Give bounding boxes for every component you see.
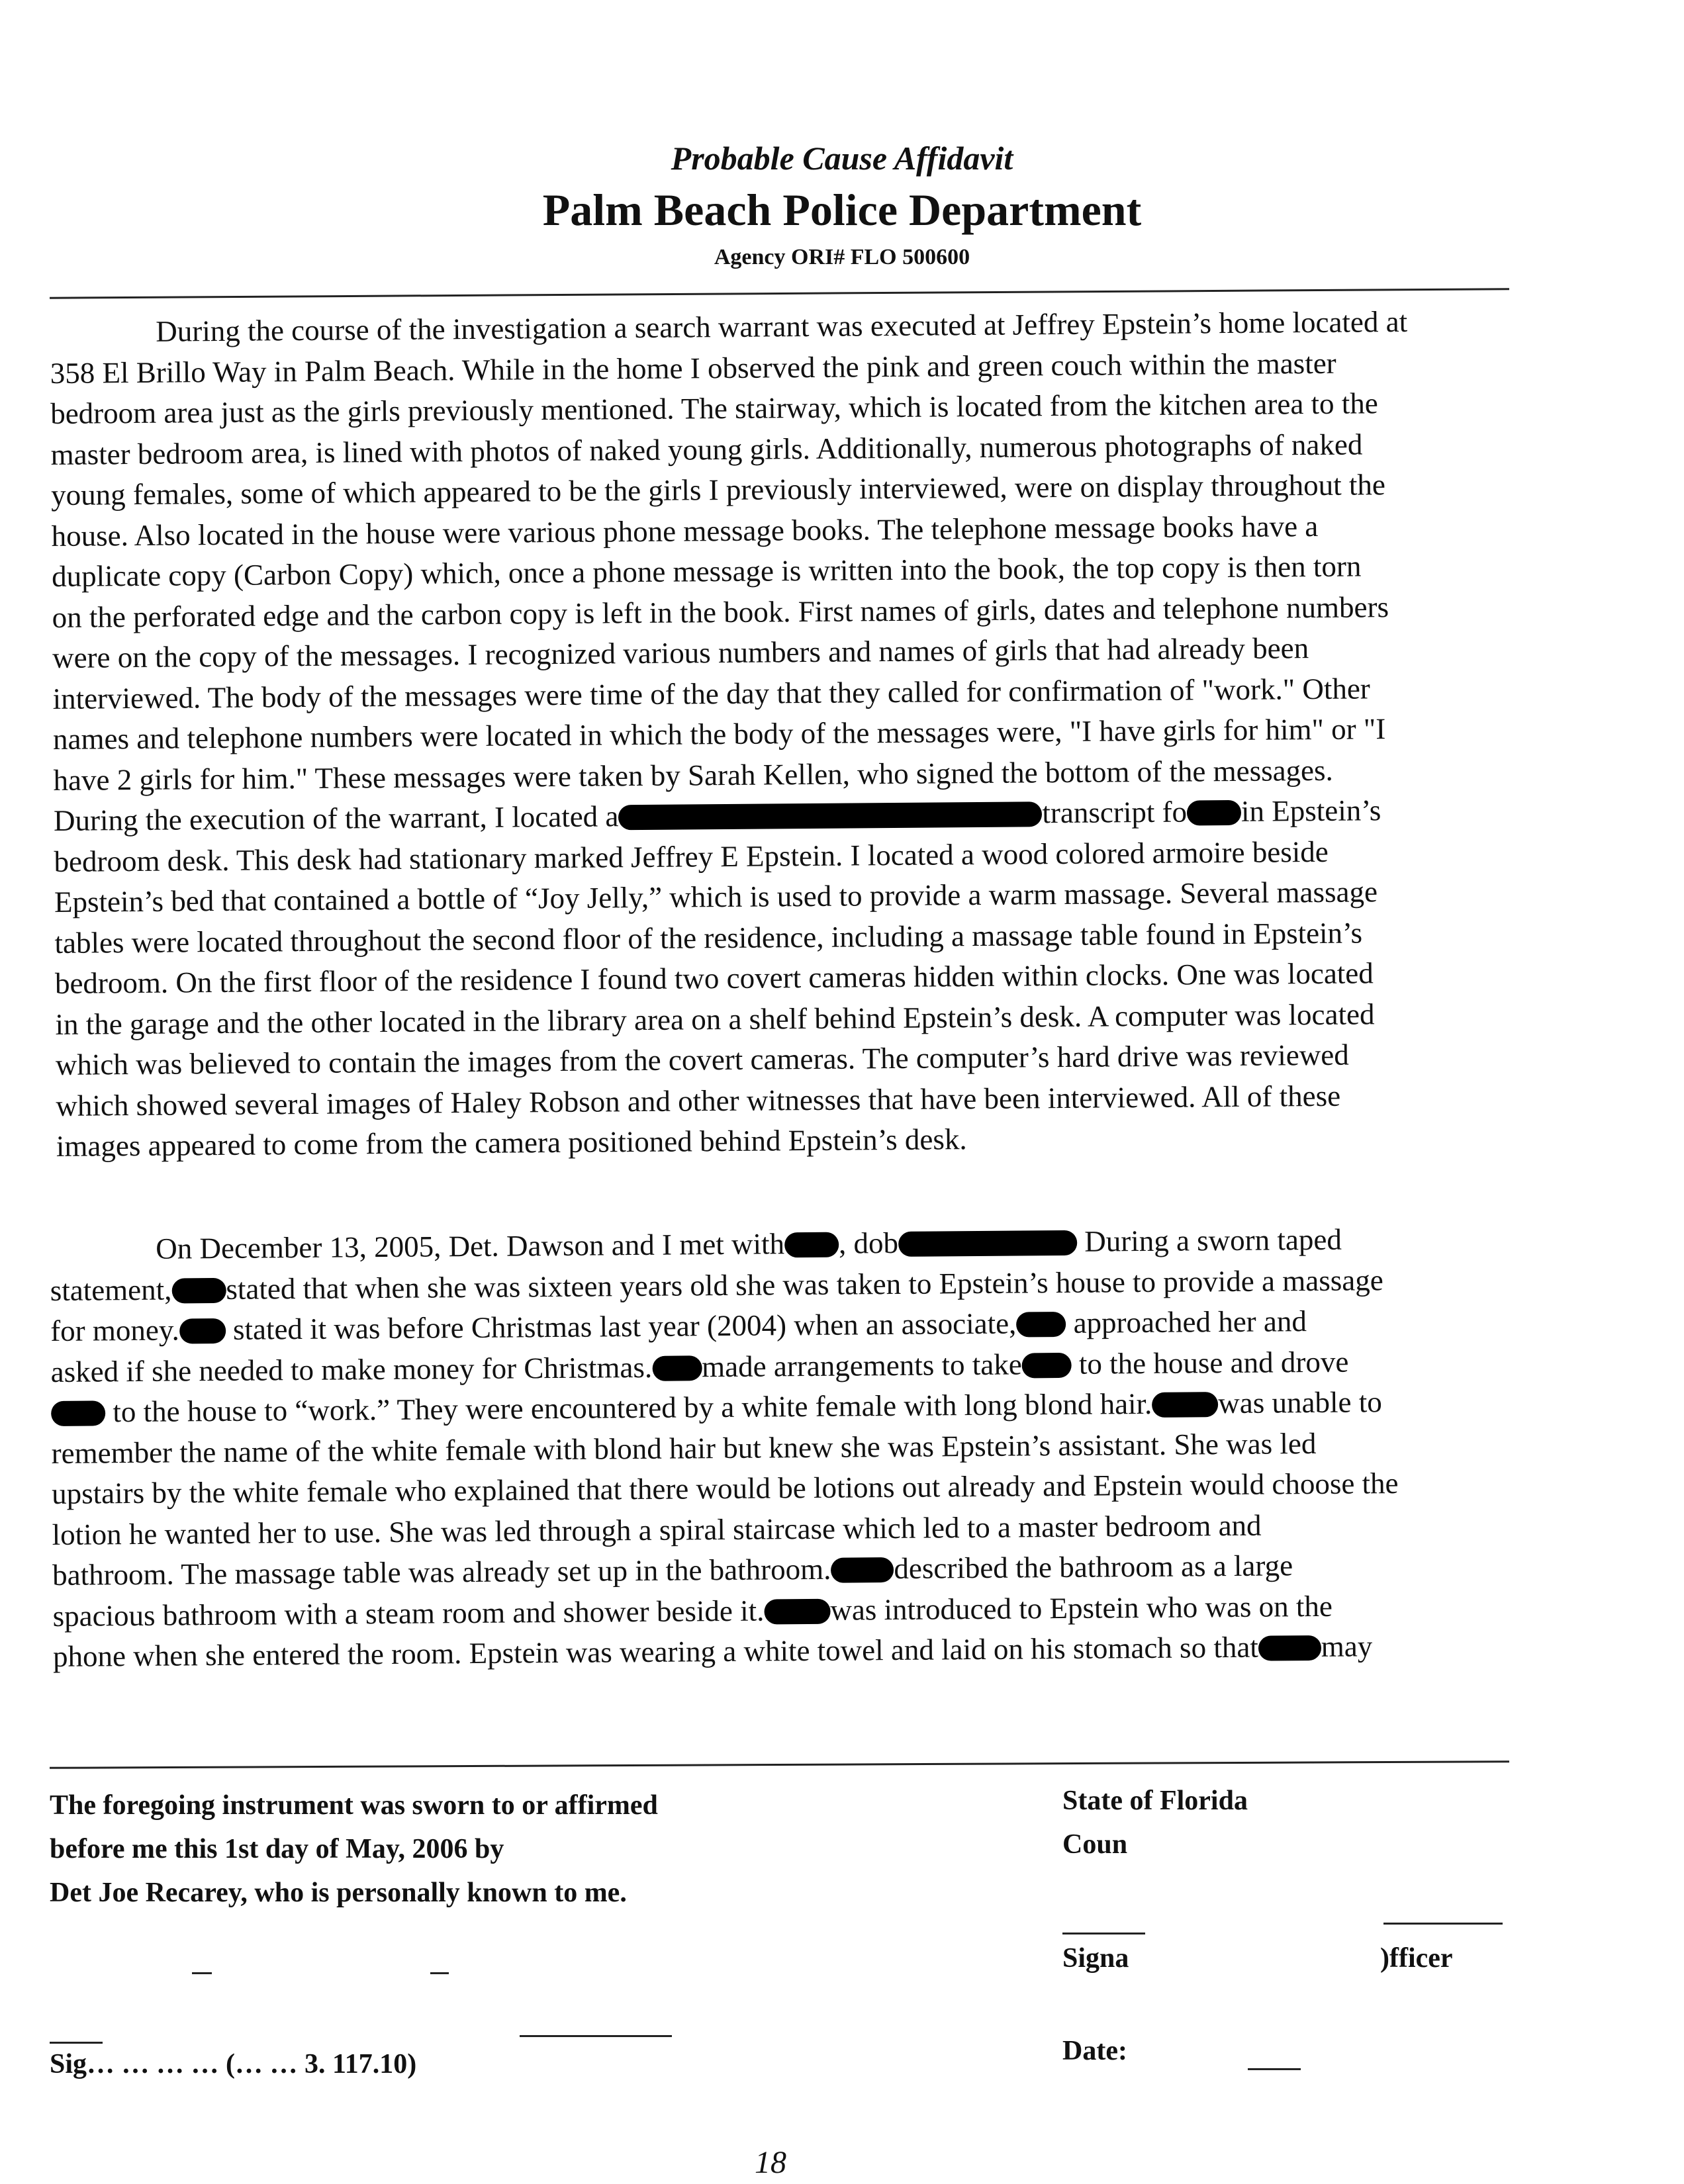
text-line: duplicate copy (Carbon Copy) which, once a phone message is written into the book, the top copy is then torn (51, 549, 1362, 593)
text-line: images appeared to come from the camera positioned behind Epstein’s desk. (56, 1122, 967, 1163)
redaction-mark (1258, 1635, 1321, 1661)
agency-ori: Agency ORI# FLO 500600 (714, 245, 970, 269)
date-label: Date: (1062, 2036, 1127, 2066)
signature-rule (1383, 1923, 1503, 1925)
text-line: master bedroom area, is lined with photos of naked young girls. Additionally, numerous photographs of naked (50, 427, 1363, 471)
sworn-line: The foregoing instrument was sworn to or affirmed (50, 1790, 658, 1821)
redaction-mark (179, 1318, 226, 1344)
text-segment: asked if she needed to make money for Christmas. (50, 1350, 653, 1388)
redaction-mark (764, 1598, 830, 1624)
text-line: bedroom. On the first floor of the residence I found two covert cameras hidden within clocks. One was located (54, 956, 1374, 1000)
text-segment: phone when she entered the room. Epstein was wearing a white towel and laid on his stomach so that (52, 1630, 1259, 1673)
paragraph-search-warrant (50, 300, 1585, 1167)
paragraph-sworn-statement (50, 1218, 1582, 1678)
redaction-mark (1016, 1312, 1066, 1338)
county-label: Coun (1062, 1829, 1128, 1860)
page-number: 18 (755, 2145, 786, 2180)
text-line: house. Also located in the house were various phone message books. The telephone message books have a (51, 509, 1319, 553)
text-line: in the garage and the other located in the library area on a shelf behind Epstein’s desk. A computer was located (55, 997, 1375, 1041)
redaction-mark (784, 1232, 839, 1258)
redaction-mark (171, 1277, 226, 1303)
redaction-mark (51, 1400, 105, 1426)
redaction-mark (1022, 1352, 1072, 1378)
text-line: Epstein’s bed that contained a bottle of “Joy Jelly,” which is used to provide a warm massage. Several massage (54, 875, 1378, 919)
redaction-mark (618, 801, 1042, 830)
text-segment: On December 13, 2005, Det. Dawson and I met with (156, 1227, 785, 1265)
text-segment: transcript fo (1042, 795, 1188, 830)
redaction-mark (652, 1355, 702, 1381)
header-divider (50, 288, 1509, 298)
sworn-line: before me this 1st day of May, 2006 by (50, 1834, 504, 1864)
text-line: names and telephone numbers were located in which the body of the messages were, "I have girls for him" or "I (52, 712, 1386, 756)
state-label: State of Florida (1062, 1786, 1248, 1816)
text-segment: spacious bathroom with a steam room and shower beside it. (52, 1594, 765, 1633)
sworn-line: Det Joe Recarey, who is personally known to me. (50, 1878, 627, 1908)
text-segment: stated that when she was sixteen years old she was taken to Epstein’s house to provide a massage (226, 1263, 1383, 1306)
text-line: have 2 girls for him." These messages were taken by Sarah Kellen, who signed the bottom of the messages. (53, 753, 1333, 797)
text-segment: During the execution of the warrant, I located a (53, 799, 619, 837)
text-segment: made arrangements to take (701, 1347, 1022, 1383)
text-segment: may (1321, 1629, 1373, 1663)
text-segment: , dob (838, 1226, 899, 1260)
redaction-mark (831, 1557, 894, 1583)
text-line: tables were located throughout the second floor of the residence, including a massage table found in Epstein’s (54, 915, 1363, 960)
stray-mark (430, 1972, 449, 1974)
text-line: on the perforated edge and the carbon copy is left in the book. First names of girls, dates and telephone numbers (52, 590, 1389, 634)
signature-divider (50, 1760, 1509, 1769)
text-line: lotion he wanted her to use. She was led through a spiral staircase which led to a master bedroom and (52, 1508, 1262, 1551)
signature-rule (50, 2042, 103, 2044)
signature-rule (1062, 1933, 1145, 1934)
redaction-mark (1152, 1392, 1218, 1418)
form-title: Probable Cause Affidavit (671, 140, 1013, 177)
text-line: bedroom area just as the girls previously mentioned. The stairway, which is located from the kitchen area to the (50, 387, 1378, 430)
text-line: During the course of the investigation a search warrant was executed at Jeffrey Epstein’s home located at (156, 304, 1408, 348)
text-segment: to the house and drove (1071, 1345, 1349, 1381)
department-title: Palm Beach Police Department (542, 185, 1142, 235)
text-line: bedroom desk. This desk had stationary marked Jeffrey E Epstein. I located a wood colored armoire beside (54, 835, 1329, 878)
text-segment: stated it was before Christmas last year (2004) when an associate, (225, 1306, 1017, 1346)
signature-rule (520, 2035, 672, 2037)
text-line: which showed several images of Haley Robson and other witnesses that have been interviewed. All of these (56, 1079, 1341, 1122)
officer-label: )fficer (1380, 1943, 1453, 1974)
text-segment: described the bathroom as a large (894, 1549, 1293, 1585)
sworn-statement-block (50, 1784, 976, 1915)
text-segment: was introduced to Epstein who was on the (830, 1589, 1333, 1627)
text-line: young females, some of which appeared to be the girls I previously interviewed, were on display throughout the (50, 468, 1386, 512)
police-signature-label: Sig… … … … (… … 3. 117.10) (50, 2049, 417, 2079)
text-segment: was unable to (1218, 1385, 1382, 1420)
text-line: interviewed. The body of the messages were time of the day that they called for confirmation of "work." Other (52, 671, 1370, 715)
text-segment: approached her and (1066, 1304, 1307, 1340)
text-line: were on the copy of the messages. I recognized various numbers and names of girls that had already been (52, 631, 1309, 674)
stray-mark (192, 1972, 212, 1974)
text-line: which was believed to contain the images from the covert cameras. The computer’s hard drive was reviewed (55, 1038, 1349, 1081)
text-line: 358 El Brillo Way in Palm Beach. While in the home I observed the pink and green couch within the master (50, 346, 1336, 390)
text-segment: bathroom. The massage table was already set up in the bathroom. (52, 1552, 831, 1592)
redaction-mark (898, 1230, 1077, 1257)
text-segment: in Epstein’s (1240, 794, 1381, 828)
signature-officer-label: Signa (1062, 1943, 1129, 1974)
state-county-block (1062, 1779, 1526, 1866)
redaction-mark (1187, 800, 1241, 826)
text-segment: for money. (50, 1313, 179, 1347)
date-rule (1248, 2068, 1301, 2070)
text-segment: statement, (50, 1273, 172, 1307)
text-line: upstairs by the white female who explained that there would be lotions out already and Epstein would choose the (51, 1467, 1399, 1510)
text-segment: to the house to “work.” They were encountered by a white female with long blond hair. (105, 1387, 1152, 1429)
text-segment: During a sworn taped (1076, 1222, 1342, 1258)
text-line: remember the name of the white female with blond hair but knew she was Epstein’s assistant. She was led (51, 1426, 1317, 1470)
